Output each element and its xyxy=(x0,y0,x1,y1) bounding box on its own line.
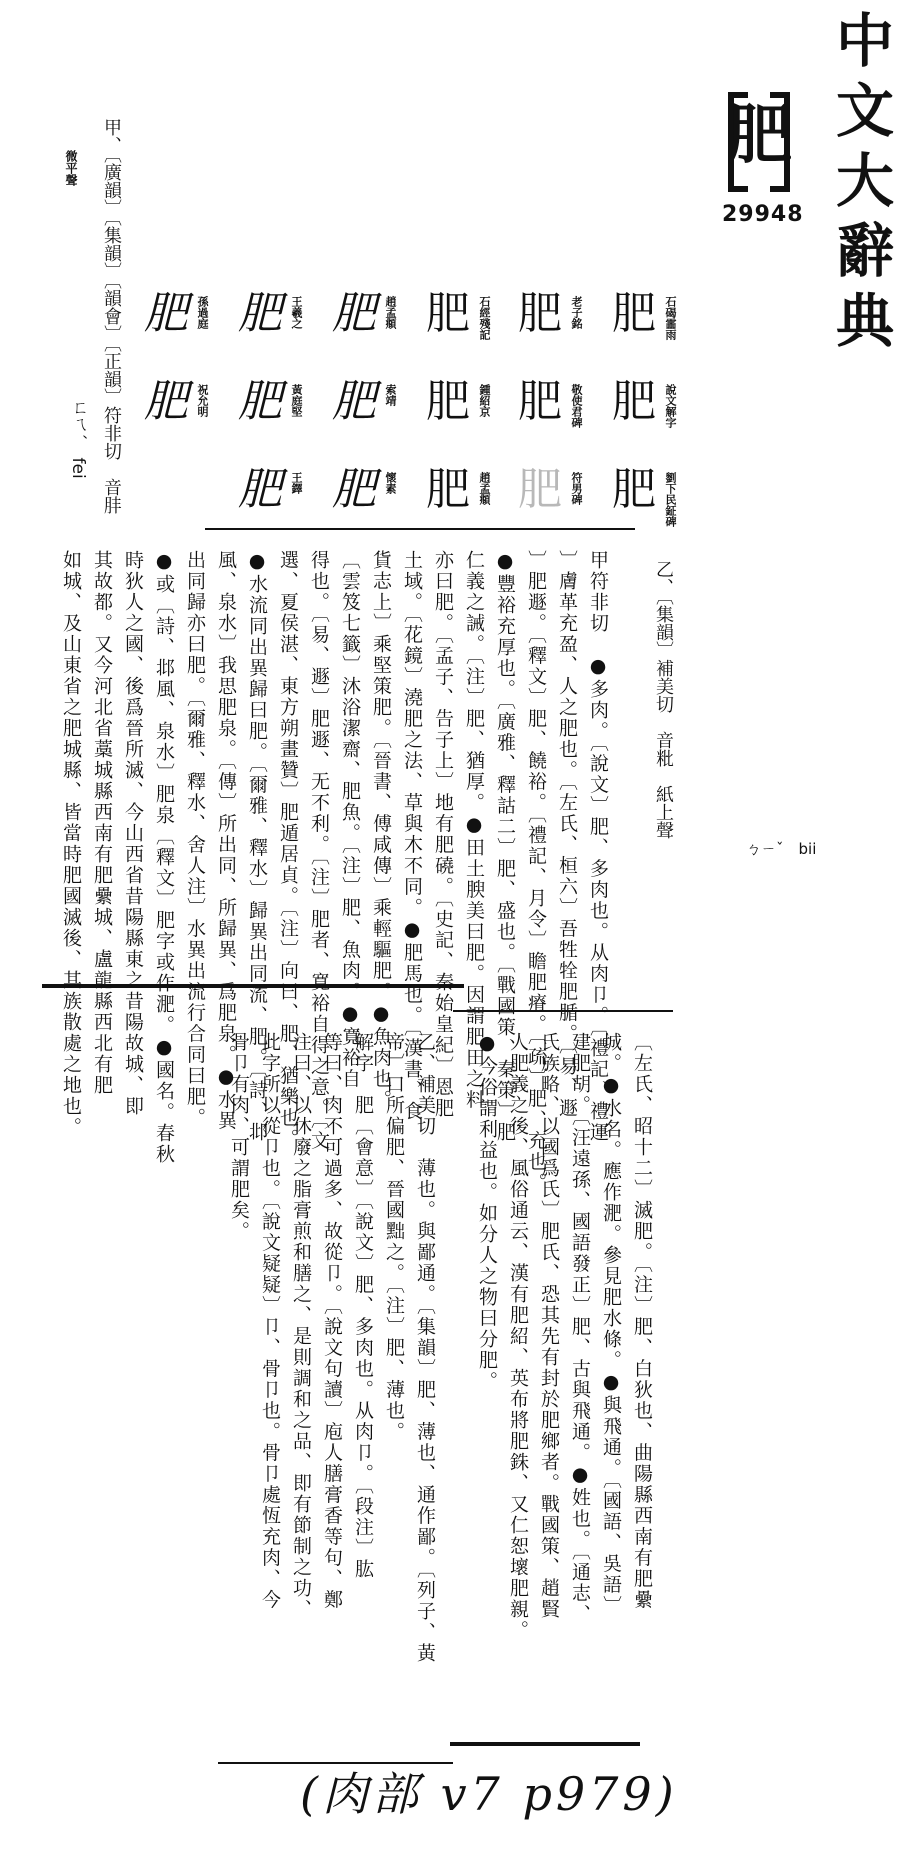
script-form-source: 王羲之 xyxy=(290,296,303,329)
reading-yi-line: 乙、〔集韻〕補美切 音粃 紙上聲 xyxy=(653,560,674,839)
text-column: 出同歸亦曰肥。〔爾雅、釋水、舍人注〕水異出流行合同曰肥。 xyxy=(184,550,206,1129)
script-form-source: 符男碑 xyxy=(570,472,583,505)
script-form-source: 劉下民鉦碑 xyxy=(664,472,677,527)
divider-lower-body-right xyxy=(450,1742,640,1746)
reading-yi-romanization: ㄅㄧˇ bii xyxy=(746,840,817,858)
text-column: 〔雲笈七籤〕沐浴潔齋、肥魚。〔注〕肥、魚肉。●寬裕自 xyxy=(339,550,361,1090)
text-column: 〔左氏、昭十二〕滅肥。〔注〕肥、白狄也、曲陽縣西南有肥纍 xyxy=(631,1032,653,1611)
script-form-glyph: 肥 xyxy=(518,464,562,515)
text-column: 帝〕口所偏肥、晉國黜之。〔注〕肥、薄也。 xyxy=(383,1032,405,1443)
text-column: 〕肥遯。〔釋文〕肥、饒裕。〔禮記、月令〕瞻肥瘠。〔疏〕肥、充也。 xyxy=(525,550,547,1194)
script-form-glyph: 肥 xyxy=(612,376,656,427)
dictionary-title: 中文大辭典 xyxy=(826,10,894,360)
script-form-glyph: 肥 xyxy=(332,376,376,427)
text-column: 貨志上〕乘堅策肥。〔晉書、傅咸傳〕乘輕驅肥。●魚肉也。 xyxy=(370,550,392,1111)
script-form-source: 老子銘 xyxy=(570,296,583,329)
text-column: 風、泉水〕我思肥泉。〔傳〕所出同、所歸異、爲肥泉。●水異 xyxy=(215,550,237,1132)
script-form-source: 黃庭堅 xyxy=(290,384,303,417)
script-form-source: 趙孟頫 xyxy=(478,472,491,505)
script-form-glyph: 肥 xyxy=(426,288,470,339)
text-column: 氏族略、以國爲氏〕肥氏、恐其先有封於肥鄉者。戰國策、趙賢 xyxy=(538,1032,560,1620)
reading-jia-tone: 微平聲 xyxy=(64,150,78,186)
script-form-source: 王鐸 xyxy=(290,472,303,494)
entry-number: 29948 xyxy=(722,202,804,227)
script-form-glyph: 肥 xyxy=(332,464,376,515)
text-column: 仁義之誡。〔注〕肥、猶厚。●田土腴美曰肥。因謂肥田之料 xyxy=(463,550,485,1111)
text-column: 亦曰肥。〔孟子、告子上〕地有肥磽。〔史記、秦始皇紀〕恩肥 xyxy=(432,550,454,1119)
script-form-glyph: 肥 xyxy=(238,376,282,427)
text-column: ●豐裕充厚也。〔廣雅、釋詁二〕肥、盛也。〔戰國策、秦策〕肥 xyxy=(494,550,516,1143)
script-form-glyph: 肥 xyxy=(518,288,562,339)
script-form-source: 祝允明 xyxy=(196,384,209,417)
text-column: 人肥義之後、風俗通云、漢有肥紹、英布將肥銖、又仁恕壞肥親。 xyxy=(507,1032,529,1641)
script-form-glyph: 肥 xyxy=(426,464,470,515)
script-form-glyph: 肥 xyxy=(332,288,376,339)
text-column: 得也。〔易、遯〕肥遯、无不利。〔注〕肥者、寬裕自得之意。〔文 xyxy=(308,550,330,1152)
text-column: 建肥胡。〔汪遠孫、國語發正〕肥、古與飛通。●姓也。〔通志、 xyxy=(569,1032,591,1625)
script-form-glyph: 肥 xyxy=(144,288,188,339)
script-form-glyph: 肥 xyxy=(518,376,562,427)
script-form-source: 說文解字 xyxy=(664,384,677,428)
text-column: 等曰、肉不可過多、故從卩。〔說文句讀〕庖人膳膏香等句、鄭 xyxy=(321,1032,343,1611)
text-column: 時狄人之國、後爲晉所滅、今山西省昔陽縣東之昔陽故城、即 xyxy=(122,550,144,1117)
text-column: 骨卩有肉、可謂肥矣。 xyxy=(228,1032,250,1242)
script-form-source: 敬使君碑 xyxy=(570,384,583,428)
script-form-glyph: 肥 xyxy=(426,376,470,427)
text-column: 注曰、以休廢之脂膏煎和膳之、是則調和之品、即有節制之功、 xyxy=(290,1032,312,1620)
script-form-glyph: 肥 xyxy=(238,464,282,515)
reading-jia-line: 甲、〔廣韻〕〔集韻〕〔韻會〕〔正韻〕符非切 音肨 xyxy=(101,118,122,514)
text-column: 城。●水名。應作淝。參見肥水條。●與飛通。〔國語、吳語〕 xyxy=(600,1032,622,1617)
text-column: 此字所以從卩也。〔說文疑疑〕卩、骨卩也。骨卩處恆充肉、今 xyxy=(259,1032,281,1611)
head-character: 肥 xyxy=(728,98,792,173)
script-form-source: 索靖 xyxy=(384,384,397,406)
divider-top xyxy=(205,528,635,530)
script-form-glyph: 肥 xyxy=(612,464,656,515)
script-form-source: 鍾紹京 xyxy=(478,384,491,417)
text-column: 如城、及山東省之肥城縣、皆當時肥國滅後、其族散處之地也。 xyxy=(60,550,82,1138)
head-character-box xyxy=(728,92,790,182)
text-column: ●或〔詩、邶風、泉水〕肥泉〔釋文〕肥字或作淝。●國名。春秋 xyxy=(153,550,175,1165)
text-column: ●今俗謂利益也。如分人之物曰分肥。 xyxy=(476,1032,498,1392)
script-form-source: 石經殘記 xyxy=(478,296,491,340)
script-form-glyph: 肥 xyxy=(144,376,188,427)
text-column: 解字 肥〔會意〕〔說文〕肥、多肉也。从肉卩。〔段注〕肱 xyxy=(352,1032,374,1580)
text-column: 甲符非切 ●多肉。〔說文〕肥、多肉也。从肉卩。〔禮記、禮運 xyxy=(587,550,609,1143)
text-column: 土域。〔花鏡〕澆肥之法、草與木不同。●肥馬也。〔漢書、食 xyxy=(401,550,423,1122)
script-form-source: 趙孟頫 xyxy=(384,296,397,329)
text-column: 選、夏侯湛、東方朔畫贊〕肥遁居貞。〔注〕向曰、肥、猶樂也。 xyxy=(277,550,299,1150)
text-column: 〕膚革充盈、人之肥也。〔左氏、桓六〕吾牲牷肥腯。〔易、遯 xyxy=(556,550,578,1119)
script-form-glyph: 肥 xyxy=(238,288,282,339)
text-column: 乙、補美切 薄也。與鄙通。〔集韻〕肥、薄也、通作鄙。〔列子、黃 xyxy=(414,1032,436,1664)
text-column: ●水流同出異歸曰肥。〔爾雅、釋水〕歸異出同流、肥。〔詩、邶 xyxy=(246,550,268,1143)
reading-jia-romanization: ㄈㄟˊ fei xyxy=(68,398,88,479)
script-form-source: 懷素 xyxy=(384,472,397,494)
script-form-glyph: 肥 xyxy=(612,288,656,339)
text-column: 其故都。又今河北省藁城縣西南有肥纍城、盧龍縣西北有肥 xyxy=(91,550,113,1096)
handwritten-volume-note: (肉部 v7 p979) xyxy=(300,1767,678,1821)
script-form-source: 孫過庭 xyxy=(196,296,209,329)
script-form-source: 石碣霝雨 xyxy=(664,296,677,340)
right-bracket-icon xyxy=(770,92,790,192)
